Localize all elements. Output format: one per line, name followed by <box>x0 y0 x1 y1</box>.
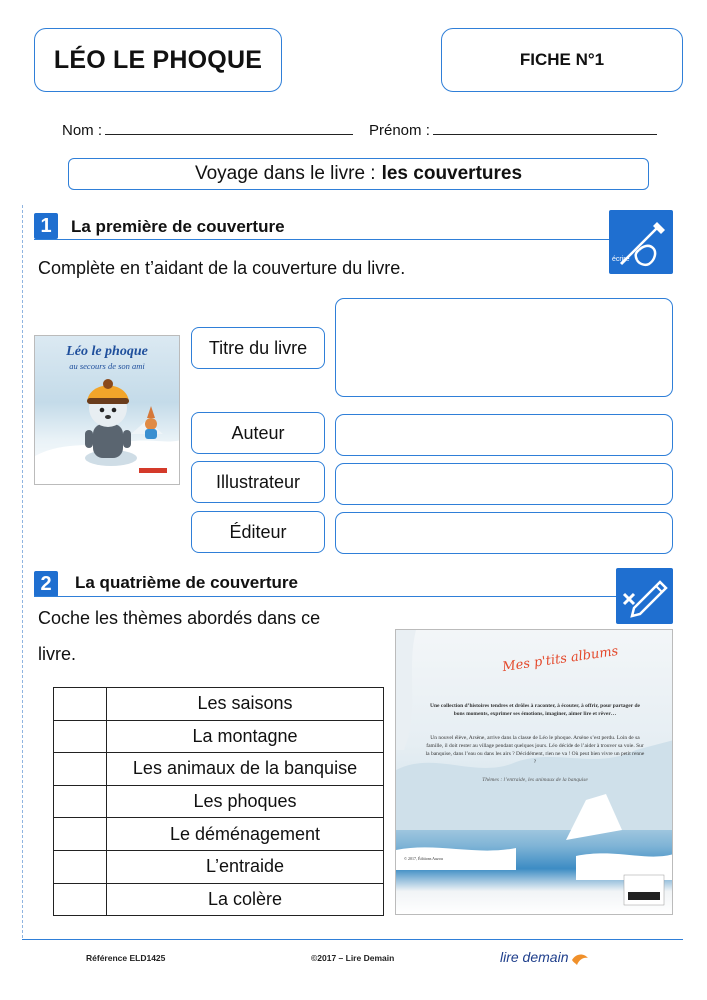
theme-checkbox[interactable] <box>54 785 107 818</box>
fiche-box <box>441 28 683 92</box>
theme-checkbox[interactable] <box>54 753 107 786</box>
field-label-illustrateur: Illustrateur <box>191 461 325 503</box>
section-2-number: 2 <box>34 571 58 597</box>
table-row <box>54 818 384 851</box>
front-cover-title: Léo le phoque <box>66 344 148 359</box>
theme-label: Les phoques <box>107 785 384 818</box>
section-2-rule <box>34 596 616 597</box>
table-row <box>54 720 384 753</box>
worksheet-title: LÉO LE PHOQUE <box>53 45 263 74</box>
section-1-instruction: Complète en t’aidant de la couverture du livre. <box>38 258 406 278</box>
iceberg-illustration <box>396 630 673 915</box>
theme-checkbox[interactable] <box>54 850 107 883</box>
margin-guide <box>22 205 23 938</box>
pencil-check-icon <box>616 568 673 624</box>
back-cover-logo: Mes p'tits albums <box>501 643 620 676</box>
prenom-row <box>369 121 657 139</box>
section-1-rule <box>34 239 610 240</box>
prenom-write-line[interactable] <box>433 121 657 135</box>
table-row <box>54 753 384 786</box>
section-2-instruction-line-1: Coche les thèmes abordés dans ce <box>38 608 321 628</box>
theme-checkbox[interactable] <box>54 818 107 851</box>
theme-checkbox[interactable] <box>54 883 107 916</box>
fiche-number: FICHE N°1 <box>519 50 605 69</box>
back-cover-blurb: Une collection d’histoires tendres et drôles à raconter, à écouter, à offrir, pour partager de bons moments, exprimer ses émotions, imaginer, aimer lire et rêver… <box>430 703 640 717</box>
section-2-instruction-line-2: livre. <box>38 644 77 664</box>
theme-label: La colère <box>107 883 384 916</box>
back-cover-themes: Thèmes : l’entraide, les animaux de la banquise <box>482 777 588 783</box>
field-label-editeur: Éditeur <box>191 511 325 553</box>
theme-label: La montagne <box>107 720 384 753</box>
theme-label: Les animaux de la banquise <box>107 753 384 786</box>
answer-box-auteur[interactable] <box>335 414 673 456</box>
nom-write-line[interactable] <box>105 121 353 135</box>
section-1-title: La première de couverture <box>71 217 285 236</box>
title-box <box>34 28 282 92</box>
table-row <box>54 850 384 883</box>
theme-checkbox[interactable] <box>54 688 107 721</box>
front-cover-image <box>34 335 180 485</box>
write-icon-caption: écrire <box>612 256 630 263</box>
front-cover-subtitle: au secours de son ami <box>69 361 145 371</box>
theme-label: Les saisons <box>107 688 384 721</box>
brand-leaf-icon <box>571 952 589 966</box>
field-label-titre: Titre du livre <box>191 327 325 369</box>
back-cover-summary: Un nouvel élève, Arsène, arrive dans la classe de Léo le phoque. Arsène s’est perdu. Loin de sa famille, il doit rester au village pendant quelques jours. Léo décide de l’aider à trouver sa voie. Sur la banquise, dans l’eau ou dans les airs ? Décidément, rien ne va ! Où peut bien vivre un petit renne ? <box>425 735 645 765</box>
theme-label: Le déménagement <box>107 818 384 851</box>
footer-rule <box>22 939 683 940</box>
nom-label: Nom : <box>62 122 103 139</box>
topic-banner <box>68 158 649 190</box>
seal-illustration <box>35 336 180 485</box>
footer-copyright: ©2017 – Lire Demain <box>311 953 395 963</box>
writing-hand-icon <box>609 210 673 274</box>
back-cover-legal: © 2017, Éditions Auzou <box>404 856 443 861</box>
prenom-label: Prénom : <box>369 122 430 139</box>
theme-label: L’entraide <box>107 850 384 883</box>
footer-reference: Référence ELD1425 <box>86 953 166 963</box>
table-row <box>54 688 384 721</box>
table-row <box>54 785 384 818</box>
topic-prefix: Voyage dans le livre : <box>194 163 376 184</box>
theme-checkbox[interactable] <box>54 720 107 753</box>
answer-box-titre[interactable] <box>335 298 673 397</box>
section-1-number: 1 <box>34 213 58 239</box>
topic-emphasis: les couvertures <box>381 163 523 184</box>
table-row <box>54 883 384 916</box>
nom-row <box>62 121 353 139</box>
field-label-auteur: Auteur <box>191 412 325 454</box>
answer-box-illustrateur[interactable] <box>335 463 673 505</box>
back-cover-image <box>395 629 673 915</box>
themes-table <box>53 687 384 916</box>
section-2-title: La quatrième de couverture <box>75 573 298 592</box>
footer-brand: lire demain <box>500 949 569 965</box>
answer-box-editeur[interactable] <box>335 512 673 554</box>
